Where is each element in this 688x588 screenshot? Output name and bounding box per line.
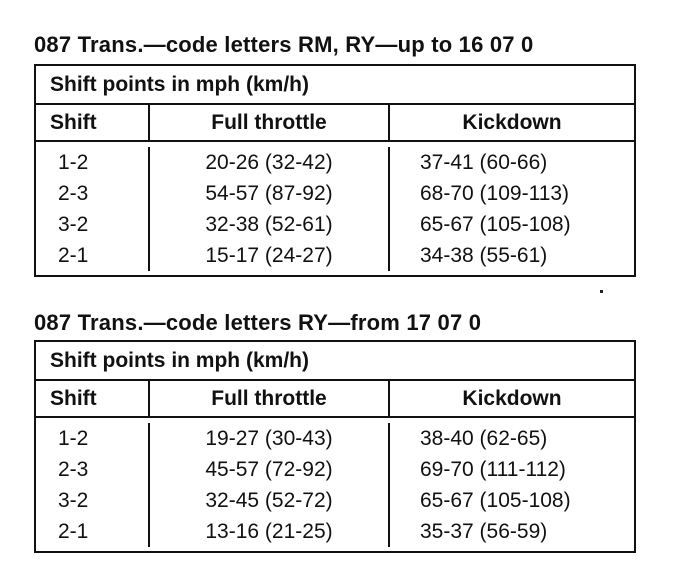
cell-full-throttle: 20-26 (32-42) (150, 147, 390, 178)
header-shift: Shift (36, 105, 150, 140)
header-full-throttle: Full throttle (150, 381, 390, 416)
table-1-title: 087 Trans.—code letters RM, RY—up to 16 07 0 (34, 32, 534, 57)
table-body (36, 142, 634, 275)
table-header-row (36, 381, 634, 418)
table-header-row (36, 105, 634, 142)
cell-full-throttle: 15-17 (24-27) (150, 240, 390, 271)
table-row (36, 178, 634, 209)
cell-shift: 1-2 (36, 147, 150, 178)
cell-shift: 2-1 (36, 516, 150, 547)
cell-shift: 3-2 (36, 209, 150, 240)
table-body (36, 418, 634, 551)
table-2-title: 087 Trans.—code letters RY—from 17 07 0 (34, 310, 482, 335)
cell-shift: 2-1 (36, 240, 150, 271)
cell-full-throttle: 32-38 (52-61) (150, 209, 390, 240)
header-full-throttle: Full throttle (150, 105, 390, 140)
cell-kickdown: 69-70 (111-112) (420, 458, 566, 481)
table-row (36, 485, 634, 516)
table-row (36, 516, 634, 547)
table-caption: Shift points in mph (km/h) (36, 66, 634, 105)
cell-kickdown: 65-67 (105-108) (420, 213, 571, 236)
table-row (36, 209, 634, 240)
shift-points-table-2 (34, 340, 636, 553)
cell-full-throttle: 19-27 (30-43) (150, 423, 390, 454)
table-row (36, 240, 634, 271)
cell-shift: 3-2 (36, 485, 150, 516)
cell-kickdown: 34-38 (55-61) (420, 244, 548, 267)
table-row (36, 423, 634, 454)
table-caption: Shift points in mph (km/h) (36, 342, 634, 381)
cell-shift: 2-3 (36, 454, 150, 485)
table-row (36, 454, 634, 485)
shift-points-table-1 (34, 64, 636, 277)
table-row (36, 147, 634, 178)
cell-shift: 1-2 (36, 423, 150, 454)
header-shift: Shift (36, 381, 150, 416)
cell-kickdown: 37-41 (60-66) (420, 151, 548, 174)
header-kickdown: Kickdown (462, 111, 562, 134)
cell-full-throttle: 45-57 (72-92) (150, 454, 390, 485)
cell-kickdown: 35-37 (56-59) (420, 520, 548, 543)
cell-full-throttle: 32-45 (52-72) (150, 485, 390, 516)
cell-kickdown: 38-40 (62-65) (420, 427, 548, 450)
scan-speck (600, 290, 603, 293)
cell-kickdown: 68-70 (109-113) (420, 182, 570, 205)
header-kickdown: Kickdown (462, 387, 562, 410)
cell-kickdown: 65-67 (105-108) (420, 489, 571, 512)
cell-full-throttle: 13-16 (21-25) (150, 516, 390, 547)
cell-shift: 2-3 (36, 178, 150, 209)
cell-full-throttle: 54-57 (87-92) (150, 178, 390, 209)
